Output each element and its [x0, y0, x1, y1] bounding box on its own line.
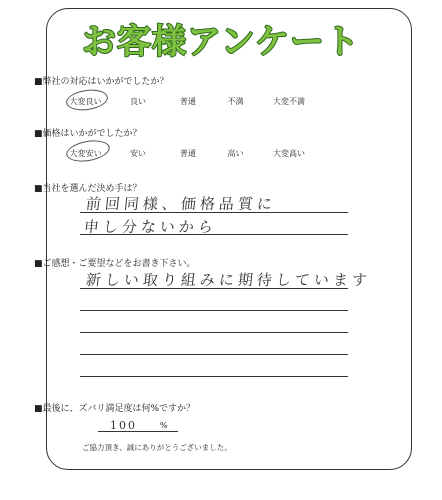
answer-reason-line1: 前回同様、価格品質に: [85, 195, 277, 213]
question-price: ■価格はいかがでしたか？: [34, 129, 142, 139]
question-feedback: ■ご感想・ご要望などをお書き下さい。: [34, 259, 196, 269]
answer-line: [80, 376, 348, 377]
answer-line: [80, 354, 348, 355]
option-price-1[interactable]: 大変安い: [69, 149, 102, 158]
satisfaction-underline: [98, 431, 178, 432]
answer-line: [80, 332, 348, 333]
thanks-message: ご協力頂き、誠にありがとうございました。: [82, 443, 232, 452]
answer-feedback-line1: 新しい取り組みに期待しています: [85, 271, 372, 289]
option-service-2[interactable]: 良い: [130, 97, 146, 106]
option-price-4[interactable]: 高い: [227, 149, 244, 158]
answer-reason-line2: 申し分ないから: [83, 218, 218, 236]
answer-line: [80, 212, 348, 213]
question-satisfaction: ■最後に、ズバリ満足度は何%ですか？: [34, 404, 196, 414]
option-price-3[interactable]: 普通: [180, 149, 196, 158]
option-service-4[interactable]: 不満: [227, 97, 244, 106]
answer-line: [80, 234, 348, 235]
answer-line: [80, 310, 348, 311]
option-service-5[interactable]: 大変不満: [273, 97, 305, 106]
option-price-5[interactable]: 大変高い: [273, 149, 305, 158]
question-reason: ■当社を選んだ決め手は？: [34, 184, 142, 194]
answer-line: [80, 288, 348, 289]
option-service-3[interactable]: 普通: [180, 97, 196, 106]
survey-title: お客様アンケート: [82, 22, 360, 62]
option-price-2[interactable]: 安い: [130, 149, 146, 158]
percent-sign: %: [160, 421, 168, 430]
satisfaction-value[interactable]: 100: [110, 419, 137, 432]
question-service: ■弊社の対応はいかがでしたか？: [34, 77, 169, 87]
option-service-1[interactable]: 大変良い: [69, 97, 102, 106]
